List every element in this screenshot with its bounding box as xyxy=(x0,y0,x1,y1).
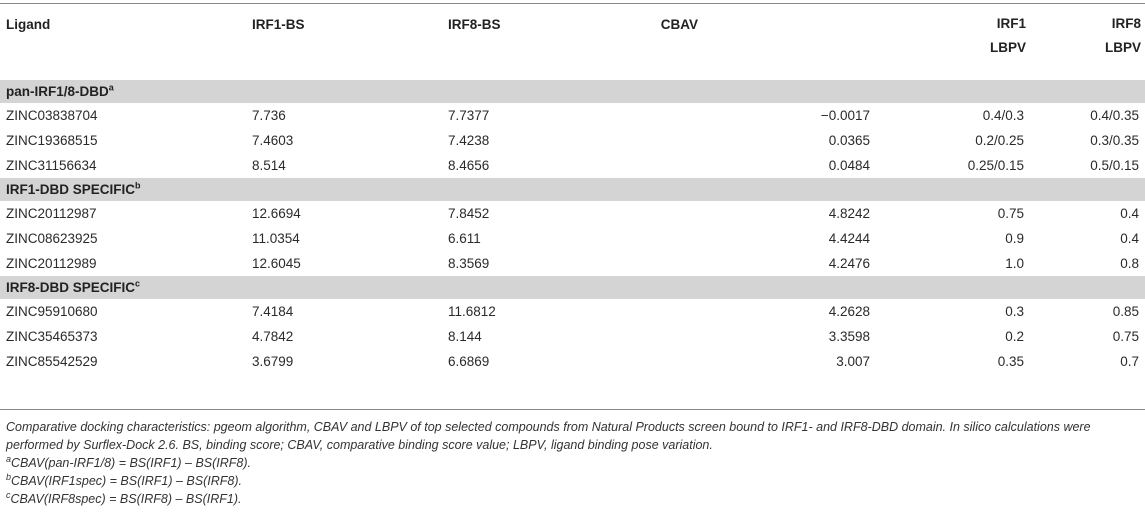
cell-irf8-lbpv: 0.3/0.35 xyxy=(1090,133,1139,148)
cell-irf8-lbpv: 0.4/0.35 xyxy=(1090,108,1139,123)
footnote xyxy=(6,454,1136,472)
footnote xyxy=(6,472,1136,490)
header-irf8-lbpv-line1: IRF8 xyxy=(1111,16,1141,31)
caption-text: Comparative docking characteristics: pgeom algorithm, CBAV and LBPV of top selected compounds from Natural Products screen bound to IRF1- and IRF8-DBD domain. In silico calculations were performed by Surflex-Dock 2.6. BS, binding score; CBAV, comparative binding score value; LBPV, ligand binding pose variation. xyxy=(6,420,1091,452)
table-row xyxy=(0,128,1145,153)
cell-irf8-bs: 6.611 xyxy=(448,231,481,246)
cell-irf8-lbpv: 0.85 xyxy=(1112,304,1139,319)
table-caption xyxy=(6,418,1136,508)
cell-irf1-lbpv: 1.0 xyxy=(1005,256,1024,271)
cell-irf8-lbpv: 0.4 xyxy=(1120,206,1139,221)
section-header-row xyxy=(0,276,1145,299)
table-body xyxy=(0,80,1145,374)
cell-cbav: 3.007 xyxy=(836,354,870,369)
section-footnote-mark: b xyxy=(135,180,141,191)
cell-irf1-lbpv: 0.35 xyxy=(997,354,1024,369)
cell-irf1-lbpv: 0.2 xyxy=(1005,329,1024,344)
header-cbav: CBAV xyxy=(660,17,698,32)
cell-irf8-bs: 8.3569 xyxy=(448,256,490,271)
footnote-text: CBAV(IRF1spec) = BS(IRF1) – BS(IRF8). xyxy=(11,474,242,488)
cell-irf1-bs: 7.736 xyxy=(252,108,286,123)
cell-irf8-bs: 8.144 xyxy=(448,329,482,344)
cell-irf8-bs: 6.6869 xyxy=(448,354,490,369)
cell-irf1-lbpv: 0.4/0.3 xyxy=(982,108,1024,123)
cell-cbav: −0.0017 xyxy=(820,108,870,123)
cell-ligand: ZINC20112989 xyxy=(6,256,97,271)
table-row xyxy=(0,349,1145,374)
cell-irf1-lbpv: 0.9 xyxy=(1005,231,1024,246)
footnote-mark: a xyxy=(6,453,12,464)
section-title-text: IRF8-DBD SPECIFIC xyxy=(6,280,136,295)
cell-irf8-bs: 8.4656 xyxy=(448,158,490,173)
cell-irf8-lbpv: 0.8 xyxy=(1120,256,1139,271)
table-row xyxy=(0,251,1145,276)
cell-irf1-bs: 7.4603 xyxy=(252,133,294,148)
section-footnote-mark: c xyxy=(135,278,141,289)
cell-cbav: 0.0484 xyxy=(828,158,870,173)
header-irf1-lbpv xyxy=(876,4,1030,80)
table-row xyxy=(0,103,1145,128)
footnote-mark: c xyxy=(6,489,11,500)
cell-irf1-bs: 12.6694 xyxy=(252,206,301,221)
header-irf1-lbpv-line2: LBPV xyxy=(989,40,1026,55)
cell-ligand: ZINC85542529 xyxy=(6,354,98,369)
section-footnote-mark: a xyxy=(108,82,114,93)
section-header-row xyxy=(0,178,1145,201)
header-irf1-lbpv-line1: IRF1 xyxy=(996,16,1026,31)
section-title-text: pan-IRF1/8-DBD xyxy=(6,84,109,99)
cell-ligand: ZINC20112987 xyxy=(6,206,97,221)
cell-ligand: ZINC03838704 xyxy=(6,108,98,123)
cell-irf8-lbpv: 0.75 xyxy=(1112,329,1139,344)
cell-cbav: 4.4244 xyxy=(828,231,870,246)
cell-cbav: 4.2476 xyxy=(828,256,870,271)
cell-ligand: ZINC95910680 xyxy=(6,304,98,319)
section-title xyxy=(0,276,1145,299)
footnotes xyxy=(6,454,1136,508)
cell-ligand: ZINC35465373 xyxy=(6,329,98,344)
section-title xyxy=(0,178,1145,201)
cell-irf8-bs: 7.8452 xyxy=(448,206,490,221)
footnote-mark: b xyxy=(6,471,12,482)
cell-irf1-lbpv: 0.3 xyxy=(1005,304,1024,319)
cell-irf8-bs: 7.4238 xyxy=(448,133,490,148)
cell-cbav: 0.0365 xyxy=(828,133,870,148)
cell-ligand: ZINC19368515 xyxy=(6,133,98,148)
cell-cbav: 4.8242 xyxy=(828,206,870,221)
header-ligand: Ligand xyxy=(6,17,51,32)
table-row xyxy=(0,299,1145,324)
cell-cbav: 3.3598 xyxy=(828,329,870,344)
cell-irf8-lbpv: 0.4 xyxy=(1120,231,1139,246)
cell-ligand: ZINC31156634 xyxy=(6,158,97,173)
header-irf8-lbpv-line2: LBPV xyxy=(1104,40,1141,55)
table-row xyxy=(0,324,1145,349)
cell-irf8-lbpv: 0.7 xyxy=(1120,354,1139,369)
cell-irf1-lbpv: 0.75 xyxy=(997,206,1024,221)
table-row xyxy=(0,201,1145,226)
docking-table xyxy=(0,4,1145,374)
table-row xyxy=(0,226,1145,251)
cell-irf1-bs: 4.7842 xyxy=(252,329,294,344)
header-row xyxy=(0,4,1145,80)
cell-cbav: 4.2628 xyxy=(828,304,870,319)
table-row xyxy=(0,153,1145,178)
section-title-text: IRF1-DBD SPECIFIC xyxy=(6,182,136,197)
cell-irf8-bs: 11.6812 xyxy=(448,304,496,319)
section-header-row xyxy=(0,80,1145,103)
cell-irf1-bs: 7.4184 xyxy=(252,304,294,319)
cell-irf8-bs: 7.7377 xyxy=(448,108,490,123)
cell-irf1-lbpv: 0.25/0.15 xyxy=(967,158,1024,173)
footnote xyxy=(6,490,1136,508)
section-title xyxy=(0,80,1145,103)
footnote-text: CBAV(IRF8spec) = BS(IRF8) – BS(IRF1). xyxy=(10,492,242,506)
cell-irf1-lbpv: 0.2/0.25 xyxy=(975,133,1024,148)
cell-irf1-bs: 3.6799 xyxy=(252,354,294,369)
cell-irf8-lbpv: 0.5/0.15 xyxy=(1090,158,1139,173)
cell-irf1-bs: 8.514 xyxy=(252,158,286,173)
footnote-text: CBAV(pan-IRF1/8) = BS(IRF1) – BS(IRF8). xyxy=(11,456,252,470)
bottom-rule xyxy=(0,409,1145,410)
header-irf8-lbpv xyxy=(1030,4,1145,80)
cell-irf1-bs: 12.6045 xyxy=(252,256,301,271)
header-irf8-bs: IRF8-BS xyxy=(448,17,501,32)
cell-irf1-bs: 11.0354 xyxy=(252,231,300,246)
cell-ligand: ZINC08623925 xyxy=(6,231,98,246)
header-irf1-bs: IRF1-BS xyxy=(252,17,305,32)
